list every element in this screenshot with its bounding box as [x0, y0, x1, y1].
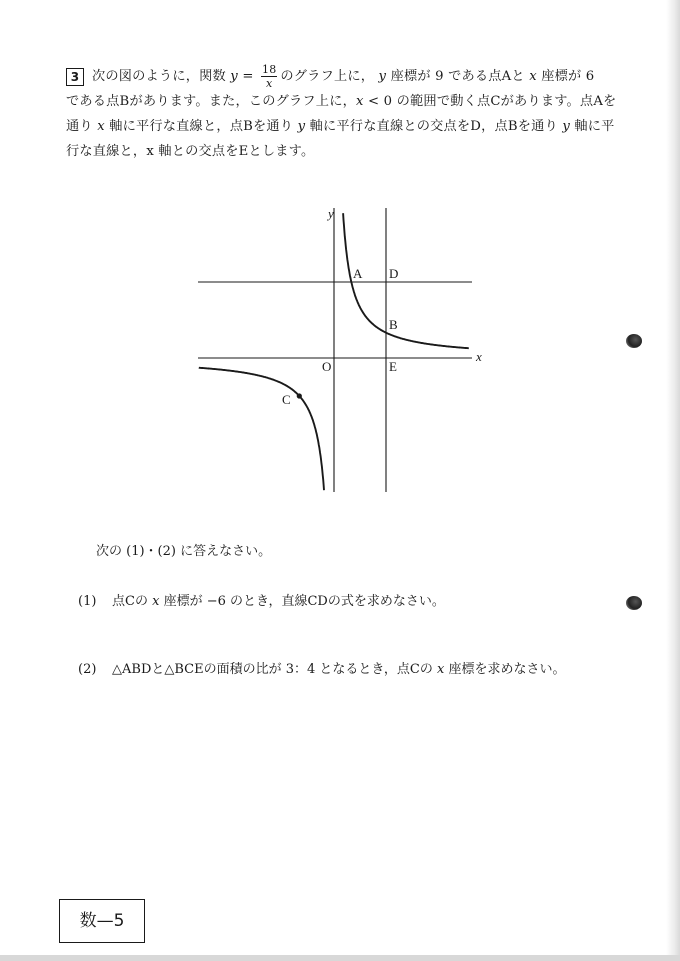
- problem-number: 3: [66, 68, 84, 86]
- hyperbola-branch-left: [199, 368, 324, 491]
- problem-text: のグラフ上に，: [280, 69, 375, 84]
- problem-text: 座標が 6: [541, 69, 595, 84]
- problem-text: 通り: [66, 119, 93, 134]
- point-b-label: B: [389, 317, 398, 332]
- problem-line-4: 行な直線と，x 軸との交点をEとします。: [66, 144, 315, 159]
- axis-y-label: y: [328, 206, 334, 221]
- axis-x-label: x: [476, 349, 482, 364]
- variable-x: x: [436, 662, 445, 677]
- page-number-box: 数—5: [59, 899, 145, 943]
- point-c-dot: [297, 393, 302, 398]
- fraction-denominator: x: [266, 77, 273, 90]
- variable-x: x: [355, 94, 364, 109]
- problem-text: 軸に平行な直線との交点をD，点Bを通り: [309, 119, 558, 134]
- origin-label: O: [322, 359, 332, 374]
- point-e-label: E: [389, 359, 397, 374]
- point-a-label: A: [353, 266, 363, 281]
- point-d-label: D: [389, 266, 399, 281]
- question-1: [78, 590, 445, 609]
- questions-lead: 次の (1)・(2) に答えなさい。: [96, 544, 272, 559]
- question-1-text: 座標が −6 のとき，直線CDの式を求めなさい。: [163, 594, 445, 609]
- variable-x: x: [529, 69, 537, 84]
- problem-text: 軸に平行な直線と，点Bを通り: [109, 119, 294, 134]
- problem-text: 次の図のように，関数: [92, 69, 226, 84]
- problem-text: < 0 の範囲で動く点Cがあります。点Aを: [368, 94, 617, 109]
- problem-text: 軸に平: [574, 119, 615, 134]
- problem-text: 座標が 9 である点Aと: [390, 69, 525, 84]
- question-2-number: (2): [78, 662, 97, 677]
- point-c-label: C: [282, 392, 291, 407]
- question-2-text: 座標を求めなさい。: [448, 662, 566, 677]
- function-y: y: [230, 69, 238, 84]
- question-2-text: △ABDと△BCEの面積の比が 3：4 となるとき，点Cの: [112, 662, 433, 677]
- punch-hole-mark: [626, 596, 642, 610]
- fraction-numerator: 18: [262, 63, 277, 76]
- function-equals: =: [242, 69, 254, 84]
- variable-x: x: [97, 119, 105, 134]
- variable-y: y: [297, 119, 306, 134]
- question-2: [78, 658, 565, 677]
- variable-x: x: [152, 594, 160, 609]
- variable-y: y: [378, 69, 387, 84]
- question-1-text: 点Cの: [112, 594, 148, 609]
- problem-text: である点Bがあります。また，このグラフ上に，: [66, 94, 356, 109]
- page-bottom-edge: [0, 955, 680, 961]
- question-1-number: (1): [78, 594, 97, 609]
- variable-y: y: [562, 119, 570, 134]
